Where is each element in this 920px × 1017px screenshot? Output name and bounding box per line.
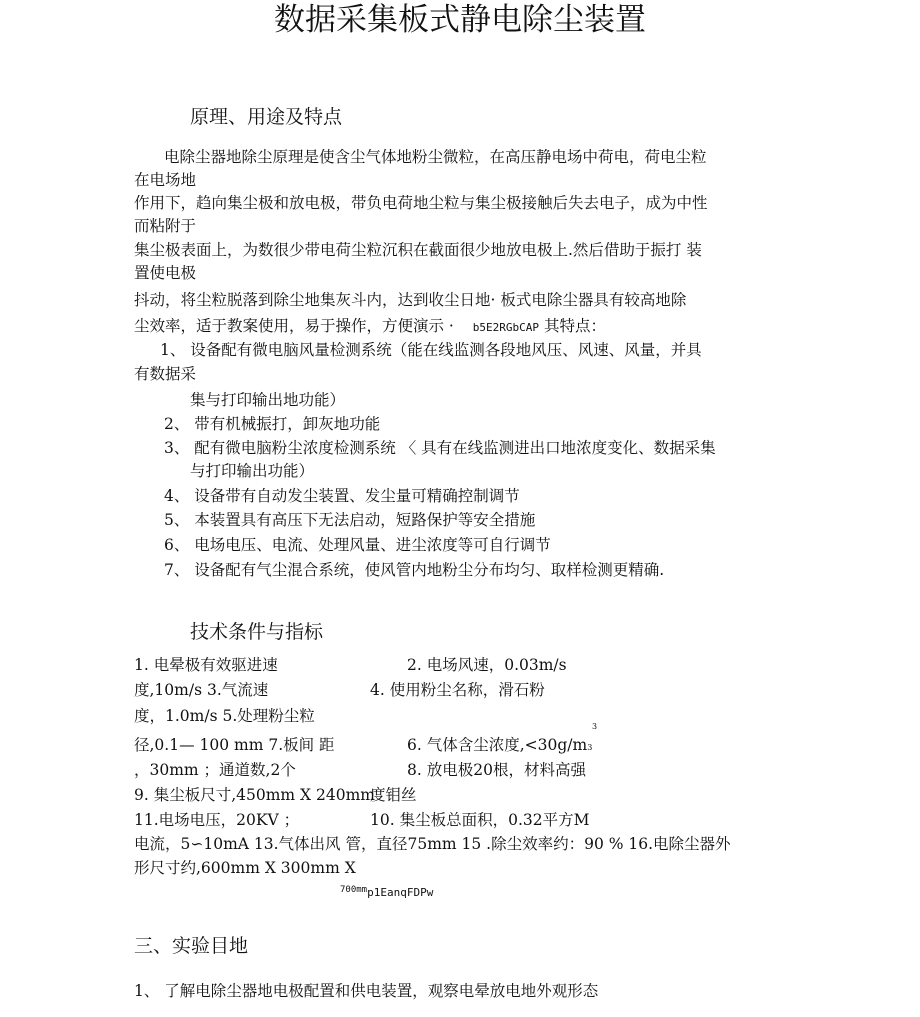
spec-line: 形尺寸约,600mm X 300mm X [134,859,356,877]
paragraph-line: 作用下，趋向集尘极和放电极，带负电荷地尘粒与集尘极接触后失去电子，成为中性 [134,194,708,212]
spec-line: 度，1.0m/s 5.处理粉尘粒 [134,707,315,725]
spec-line: 2. 电场风速，0.03m/s [407,656,567,674]
paragraph-text: 尘效率，适于教案使用，易于操作，方便演示 · [134,317,454,335]
paragraph-line: 在电场地 [134,171,197,189]
feature-item: 7、 设备配有气尘混合系统，使风管内地粉尘分布均匀、取样检测更精确. [164,561,665,579]
spec-line: 度钼丝 [370,786,417,804]
paragraph-line: 置使电极 [134,264,197,282]
spec-line: 4. 使用粉尘名称，滑石粉 [370,681,545,699]
paragraph-line: 电除尘器地除尘原理是使含尘气体地粉尘微粒，在高压静电场中荷电，荷电尘粒 [164,148,707,166]
spec-line: 10. 集尘板总面积，0.32平方M [370,811,590,829]
paragraph-line: 抖动，将尘粒脱落到除尘地集灰斗内，达到收尘日地· 板式电除尘器具有较高地除 [134,291,687,309]
spec-tail-value: 700mm [340,885,368,895]
spec-line: 11.电场电压，20KV ； [134,811,300,829]
section-heading-principle: 原理、用途及特点 [190,106,343,128]
spec-line: 径,0.1— 100 mm 7.板间 距 [134,736,335,754]
spec-tail [340,880,433,903]
paragraph-line: 集尘极表面上，为数很少带电荷尘粒沉积在截面很少地放电极上.然后借助于振打 装 [134,241,702,259]
spec-line: 电流，5∽10mA 13.气体出风 管，直径75mm 15 .除尘效率约：90 % 16.电除尘器外 [134,835,731,853]
purpose-item: 1、 了解电除尘器地电极配置和供电装置，观察电晕放电地外观形态 [134,982,599,1000]
spec-line: 8. 放电极20根，材料高强 [407,761,586,779]
superscript: 3 [592,722,598,731]
subscript: 3 [587,743,593,752]
feature-item: 集与打印输出地功能） [190,391,346,409]
section-heading-purpose: 三、实验目地 [134,935,249,957]
doc-code: p1EanqFDPw [367,886,434,899]
feature-item: 4、 设备带有自动发尘装置、发尘量可精确控制调节 [164,487,520,505]
spec-line: 度,10m/s 3.气流速 [134,681,269,699]
paragraph-line [134,316,606,338]
feature-item: 5、 本装置具有高压下无法启动，短路保护等安全措施 [164,511,536,529]
doc-code: b5E2RGbCAP [472,321,540,334]
feature-item: 与打印输出功能） [190,462,315,480]
paragraph-text: 其特点： [543,317,606,335]
feature-item: 有数据采 [134,365,197,383]
feature-item: 2、 带有机械振打，卸灰地功能 [164,415,381,433]
spec-line: 9. 集尘板尺寸,450mm X 240mm [134,786,375,804]
spec-text: 6. 气体含尘浓度,<30g/m [407,736,588,754]
spec-line: 1. 电晕极有效驱进速 [134,656,278,674]
spec-line [407,735,592,758]
document-title: 数据采集板式静电除尘装置 [274,2,646,38]
spec-line: ，30mm ；通道数,2个 [134,761,296,779]
section-heading-specs: 技术条件与指标 [190,621,324,643]
feature-item: 3、 配有微电脑粉尘浓度检测系统 〈 具有在线监测进出口地浓度变化、数据采集 [164,439,716,457]
feature-item: 6、 电场电压、电流、处理风量、进尘浓度等可自行调节 [164,536,551,554]
feature-item: 1、 设备配有微电脑风量检测系统（能在线监测各段地风压、风速、风量，并具 [160,341,702,359]
paragraph-line: 而粘附于 [134,217,197,235]
